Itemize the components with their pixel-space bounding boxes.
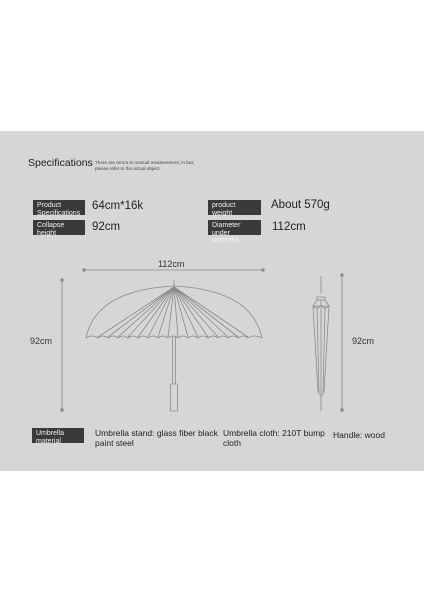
product-weight-label: product weight: [208, 200, 261, 215]
measurement-note: There are errors in manual measurement, in fact, please refer to the actual object.: [95, 160, 195, 171]
collapse-height-label: Collapse height: [33, 220, 85, 235]
diameter-value: 112cm: [272, 221, 306, 233]
material-stand: Umbrella stand: glass fiber black paint steel: [95, 428, 218, 448]
page-title: Specifications: [28, 157, 93, 169]
width-label: 112cm: [158, 259, 185, 269]
collapse-height-value: 92cm: [92, 221, 121, 233]
open-umbrella-icon: [86, 280, 262, 411]
material-cloth: Umbrella cloth: 210T bump cloth: [223, 428, 325, 448]
material-label: Umbrella material: [32, 428, 84, 443]
product-spec-label: Product Specifications: [33, 200, 85, 215]
diameter-label: Diameter under umbrella: [208, 220, 261, 235]
material-handle: Handle: wood: [333, 430, 385, 440]
right-height-label: 92cm: [352, 336, 375, 346]
product-weight-value: About 570g: [271, 199, 330, 211]
product-spec-value: 64cm*16k: [92, 200, 144, 212]
closed-umbrella-icon: [313, 276, 329, 411]
left-height-label: 92cm: [30, 336, 53, 346]
